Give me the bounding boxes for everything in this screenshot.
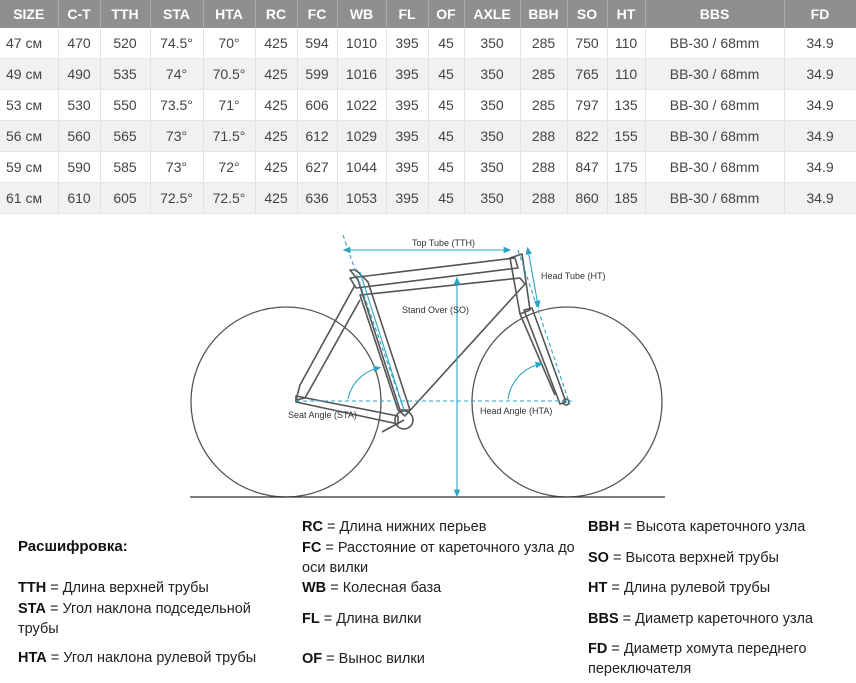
table-cell: 45 — [428, 59, 464, 90]
table-row — [0, 90, 856, 121]
table-cell: 797 — [567, 90, 607, 121]
table-cell: 285 — [520, 59, 567, 90]
column-header: HT — [607, 0, 645, 28]
table-row — [0, 121, 856, 152]
column-header: WB — [337, 0, 386, 28]
legend-item-rc: RC = Длина нижних перьев — [302, 519, 487, 535]
table-cell: 565 — [100, 121, 150, 152]
table-cell: 395 — [386, 90, 428, 121]
table-cell: 750 — [567, 28, 607, 59]
front-wheel — [472, 307, 662, 497]
table-cell: 425 — [255, 59, 297, 90]
table-cell: 73.5° — [150, 90, 203, 121]
table-cell: 636 — [297, 183, 337, 214]
column-header: BBS — [645, 0, 784, 28]
legend-item-fd: FD = Диаметр хомута переднего переключателя — [588, 641, 807, 677]
table-cell: 530 — [58, 90, 100, 121]
column-header: RC — [255, 0, 297, 28]
table-cell: 47 см — [0, 28, 58, 59]
table-cell: 1053 — [337, 183, 386, 214]
table-cell: 73° — [150, 121, 203, 152]
table-cell: 34.9 — [784, 183, 856, 214]
table-cell: 585 — [100, 152, 150, 183]
table-cell: 74.5° — [150, 28, 203, 59]
legend-item-sta: STA = Угол наклона подседельной трубы — [18, 601, 251, 637]
table-cell: 610 — [58, 183, 100, 214]
table-cell: 395 — [386, 28, 428, 59]
table-cell: 612 — [297, 121, 337, 152]
table-cell: 560 — [58, 121, 100, 152]
table-cell: 34.9 — [784, 121, 856, 152]
column-header: C-T — [58, 0, 100, 28]
table-cell: 847 — [567, 152, 607, 183]
table-cell: 71.5° — [203, 121, 255, 152]
measure-lines — [296, 235, 572, 494]
column-header: FC — [297, 0, 337, 28]
table-cell: 425 — [255, 121, 297, 152]
legend-item-wb: WB = Колесная база — [302, 580, 442, 596]
column-header: OF — [428, 0, 464, 28]
table-cell: 45 — [428, 152, 464, 183]
table-row — [0, 59, 856, 90]
table-cell: 606 — [297, 90, 337, 121]
table-cell: 53 см — [0, 90, 58, 121]
table-cell: 627 — [297, 152, 337, 183]
table-cell: 350 — [464, 121, 520, 152]
table-cell: BB-30 / 68mm — [645, 152, 784, 183]
table-cell: 395 — [386, 152, 428, 183]
table-cell: 860 — [567, 183, 607, 214]
table-cell: 45 — [428, 183, 464, 214]
table-cell: BB-30 / 68mm — [645, 183, 784, 214]
table-cell: 1016 — [337, 59, 386, 90]
table-cell: 72.5° — [203, 183, 255, 214]
seat-angle-label: Seat Angle (STA) — [288, 410, 357, 420]
table-cell: 71° — [203, 90, 255, 121]
table-cell: 110 — [607, 59, 645, 90]
table-cell: 72° — [203, 152, 255, 183]
table-cell: 490 — [58, 59, 100, 90]
table-cell: 425 — [255, 90, 297, 121]
table-cell: 535 — [100, 59, 150, 90]
table-cell: 56 см — [0, 121, 58, 152]
column-header: FL — [386, 0, 428, 28]
column-header: SO — [567, 0, 607, 28]
table-cell: 45 — [428, 121, 464, 152]
top-tube-label: Top Tube (TTH) — [412, 238, 476, 248]
table-cell: 590 — [58, 152, 100, 183]
table-cell: BB-30 / 68mm — [645, 28, 784, 59]
table-cell: 520 — [100, 28, 150, 59]
legend-title: Расшифровка: — [18, 538, 128, 555]
table-cell: 350 — [464, 152, 520, 183]
legend-item-bbs: BBS = Диаметр кареточного узла — [588, 611, 813, 627]
table-row — [0, 28, 856, 59]
table-cell: 72.5° — [150, 183, 203, 214]
table-cell: 155 — [607, 121, 645, 152]
table-cell: 34.9 — [784, 152, 856, 183]
table-cell: 34.9 — [784, 59, 856, 90]
table-header-row — [0, 0, 856, 28]
table-cell: 395 — [386, 121, 428, 152]
table-cell: 45 — [428, 28, 464, 59]
legend-item-ht: HT = Длина рулевой трубы — [588, 580, 771, 596]
table-cell: 1044 — [337, 152, 386, 183]
column-header: BBH — [520, 0, 567, 28]
column-header: TTH — [100, 0, 150, 28]
stand-over-label: Stand Over (SO) — [402, 305, 470, 315]
table-cell: 822 — [567, 121, 607, 152]
table-cell: 1022 — [337, 90, 386, 121]
table-cell: 425 — [255, 152, 297, 183]
column-header: SIZE — [0, 0, 58, 28]
table-cell: 550 — [100, 90, 150, 121]
table-cell: 350 — [464, 28, 520, 59]
table-cell: 34.9 — [784, 28, 856, 59]
table-cell: 285 — [520, 90, 567, 121]
table-cell: 285 — [520, 28, 567, 59]
table-cell: 185 — [607, 183, 645, 214]
table-cell: 599 — [297, 59, 337, 90]
table-cell: 288 — [520, 152, 567, 183]
table-cell: 350 — [464, 59, 520, 90]
table-cell: 765 — [567, 59, 607, 90]
legend-item-fl: FL = Длина вилки — [302, 611, 422, 627]
table-cell: 49 см — [0, 59, 58, 90]
column-header: HTA — [203, 0, 255, 28]
table-row — [0, 152, 856, 183]
legend-item-of: OF = Вынос вилки — [302, 651, 425, 667]
head-angle-label: Head Angle (HTA) — [480, 406, 553, 416]
table-cell: 61 см — [0, 183, 58, 214]
table-cell: 34.9 — [784, 90, 856, 121]
table-cell: 395 — [386, 59, 428, 90]
table-cell: 70° — [203, 28, 255, 59]
geometry-table — [0, 0, 856, 214]
table-cell: 73° — [150, 152, 203, 183]
table-cell: 70.5° — [203, 59, 255, 90]
table-cell: BB-30 / 68mm — [645, 121, 784, 152]
table-cell: 74° — [150, 59, 203, 90]
table-cell: 59 см — [0, 152, 58, 183]
head-tube-label: Head Tube (HT) — [541, 271, 606, 281]
table-body — [0, 28, 856, 214]
table-cell: 350 — [464, 183, 520, 214]
legend-item-bbh: BBH = Высота кареточного узла — [588, 519, 806, 535]
table-cell: 425 — [255, 183, 297, 214]
table-cell: 288 — [520, 183, 567, 214]
column-header: FD — [784, 0, 856, 28]
table-cell: 135 — [607, 90, 645, 121]
table-cell: BB-30 / 68mm — [645, 59, 784, 90]
table-cell: 605 — [100, 183, 150, 214]
legend-item-hta: HTA = Угол наклона рулевой трубы — [18, 650, 257, 666]
table-cell: 110 — [607, 28, 645, 59]
legend-item-so: SO = Высота верхней трубы — [588, 550, 779, 566]
legend-item-fc: FC = Расстояние от кареточного узла до оси вилки — [302, 540, 575, 576]
table-row — [0, 183, 856, 214]
table-cell: 288 — [520, 121, 567, 152]
bike-geometry-diagram — [0, 210, 856, 510]
table-cell: 175 — [607, 152, 645, 183]
table-cell: BB-30 / 68mm — [645, 90, 784, 121]
table-cell: 45 — [428, 90, 464, 121]
table-cell: 395 — [386, 183, 428, 214]
table-cell: 1029 — [337, 121, 386, 152]
column-header: STA — [150, 0, 203, 28]
rear-wheel — [191, 307, 381, 497]
column-header: AXLE — [464, 0, 520, 28]
table-cell: 425 — [255, 28, 297, 59]
legend-item-tth: TTH = Длина верхней трубы — [18, 580, 209, 596]
table-cell: 1010 — [337, 28, 386, 59]
table-cell: 350 — [464, 90, 520, 121]
table-cell: 594 — [297, 28, 337, 59]
table-cell: 470 — [58, 28, 100, 59]
